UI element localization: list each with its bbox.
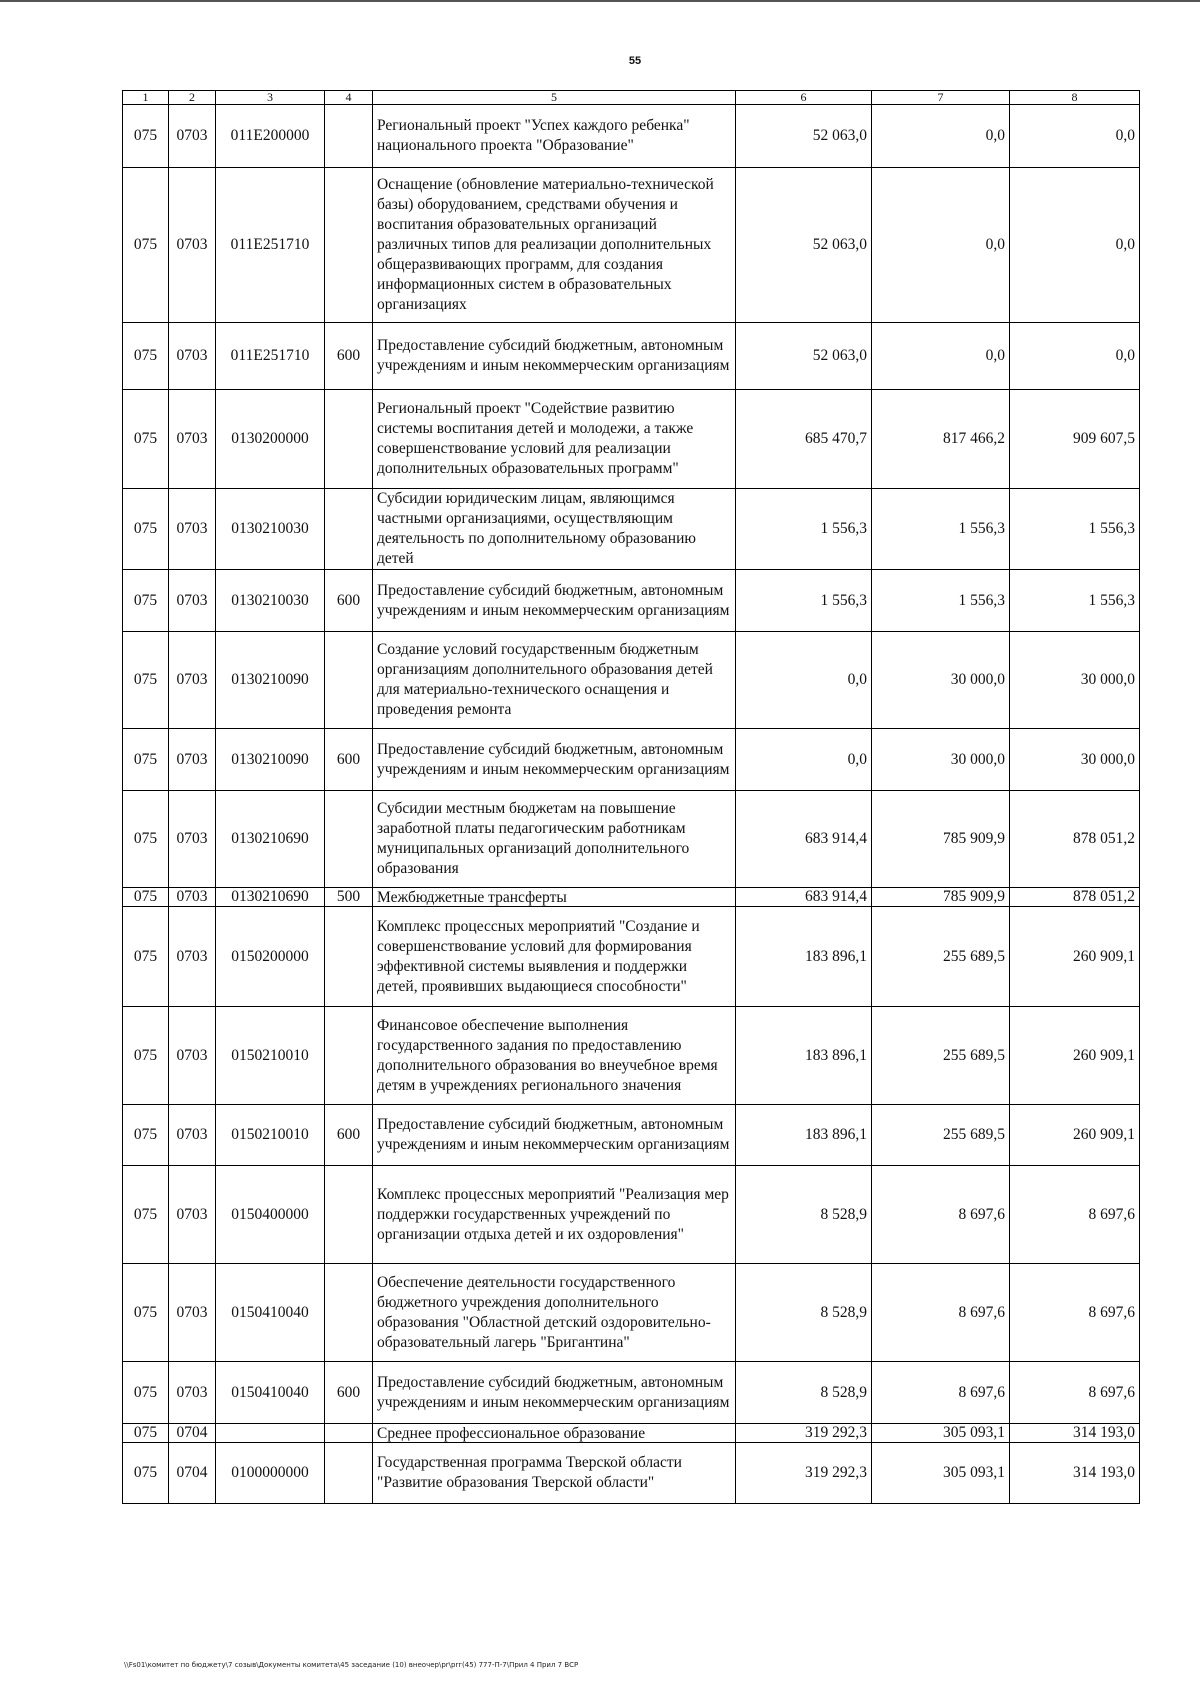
description-cell: Финансовое обеспечение выполнения государственного задания по предоставлению дополнительного образования во внеучебное время детям в учреждениях регионального значения xyxy=(373,1007,736,1105)
column-header: 5 xyxy=(373,91,736,105)
description-cell: Региональный проект "Успех каждого ребенка" национального проекта "Образование" xyxy=(373,105,736,168)
amount-2026-cell: 260 909,1 xyxy=(1010,907,1140,1007)
section-code-cell: 0703 xyxy=(169,907,216,1007)
admin-code-cell: 075 xyxy=(123,1362,169,1424)
amount-2024-cell: 683 914,4 xyxy=(736,791,872,888)
column-number-row xyxy=(123,91,1140,105)
amount-2025-cell: 30 000,0 xyxy=(872,729,1010,791)
amount-2024-cell: 319 292,3 xyxy=(736,1443,872,1504)
target-article-cell: 011E200000 xyxy=(216,105,325,168)
table-row xyxy=(123,888,1140,907)
admin-code-cell: 075 xyxy=(123,489,169,570)
target-article-cell: 0130210690 xyxy=(216,888,325,907)
expense-type-cell: 600 xyxy=(325,323,373,390)
expense-type-cell xyxy=(325,907,373,1007)
target-article-cell: 0130210090 xyxy=(216,729,325,791)
description-cell: Субсидии местным бюджетам на повышение заработной платы педагогическим работникам муниципальных организаций дополнительного образования xyxy=(373,791,736,888)
admin-code-cell: 075 xyxy=(123,570,169,632)
description-cell: Комплекс процессных мероприятий "Создание и совершенствование условий для формирования эффективной системы выявления и поддержки детей, проявивших выдающиеся способности" xyxy=(373,907,736,1007)
amount-2024-cell: 0,0 xyxy=(736,729,872,791)
expense-type-cell xyxy=(325,489,373,570)
amount-2026-cell: 30 000,0 xyxy=(1010,632,1140,729)
section-code-cell: 0703 xyxy=(169,489,216,570)
amount-2025-cell: 8 697,6 xyxy=(872,1362,1010,1424)
amount-2025-cell: 1 556,3 xyxy=(872,489,1010,570)
amount-2025-cell: 0,0 xyxy=(872,168,1010,323)
amount-2025-cell: 785 909,9 xyxy=(872,791,1010,888)
target-article-cell: 011E251710 xyxy=(216,168,325,323)
amount-2024-cell: 8 528,9 xyxy=(736,1166,872,1264)
amount-2025-cell: 255 689,5 xyxy=(872,907,1010,1007)
table-row xyxy=(123,729,1140,791)
amount-2024-cell: 1 556,3 xyxy=(736,570,872,632)
description-cell: Предоставление субсидий бюджетным, автономным учреждениям и иным некоммерческим организациям xyxy=(373,1362,736,1424)
table-row xyxy=(123,168,1140,323)
table-row xyxy=(123,791,1140,888)
table-row xyxy=(123,489,1140,570)
admin-code-cell: 075 xyxy=(123,1007,169,1105)
admin-code-cell: 075 xyxy=(123,105,169,168)
amount-2026-cell: 0,0 xyxy=(1010,168,1140,323)
description-cell: Среднее профессиональное образование xyxy=(373,1424,736,1443)
section-code-cell: 0703 xyxy=(169,1362,216,1424)
amount-2024-cell: 319 292,3 xyxy=(736,1424,872,1443)
expense-type-cell: 500 xyxy=(325,888,373,907)
section-code-cell: 0703 xyxy=(169,1166,216,1264)
amount-2024-cell: 1 556,3 xyxy=(736,489,872,570)
amount-2026-cell: 260 909,1 xyxy=(1010,1007,1140,1105)
section-code-cell: 0703 xyxy=(169,888,216,907)
table-row xyxy=(123,907,1140,1007)
table-row xyxy=(123,323,1140,390)
section-code-cell: 0703 xyxy=(169,632,216,729)
target-article-cell: 0150400000 xyxy=(216,1166,325,1264)
description-cell: Обеспечение деятельности государственного бюджетного учреждения дополнительного образования "Областной детский оздоровительно-образовательный лагерь "Бригантина" xyxy=(373,1264,736,1362)
admin-code-cell: 075 xyxy=(123,1424,169,1443)
target-article-cell: 0150200000 xyxy=(216,907,325,1007)
column-header: 2 xyxy=(169,91,216,105)
target-article-cell: 0150210010 xyxy=(216,1007,325,1105)
table-row xyxy=(123,570,1140,632)
amount-2025-cell: 8 697,6 xyxy=(872,1166,1010,1264)
section-code-cell: 0704 xyxy=(169,1424,216,1443)
description-cell: Межбюджетные трансферты xyxy=(373,888,736,907)
amount-2024-cell: 52 063,0 xyxy=(736,168,872,323)
admin-code-cell: 075 xyxy=(123,323,169,390)
section-code-cell: 0703 xyxy=(169,105,216,168)
expense-type-cell: 600 xyxy=(325,570,373,632)
table-row xyxy=(123,390,1140,489)
amount-2024-cell: 683 914,4 xyxy=(736,888,872,907)
table-row xyxy=(123,1166,1140,1264)
table-row xyxy=(123,105,1140,168)
expense-type-cell xyxy=(325,1424,373,1443)
expense-type-cell xyxy=(325,632,373,729)
amount-2024-cell: 183 896,1 xyxy=(736,907,872,1007)
amount-2025-cell: 305 093,1 xyxy=(872,1424,1010,1443)
expense-type-cell: 600 xyxy=(325,1105,373,1166)
amount-2024-cell: 8 528,9 xyxy=(736,1264,872,1362)
amount-2025-cell: 0,0 xyxy=(872,323,1010,390)
target-article-cell: 0100000000 xyxy=(216,1443,325,1504)
section-code-cell: 0703 xyxy=(169,570,216,632)
expense-type-cell xyxy=(325,791,373,888)
target-article-cell: 0130210030 xyxy=(216,489,325,570)
section-code-cell: 0703 xyxy=(169,323,216,390)
description-cell: Предоставление субсидий бюджетным, автономным учреждениям и иным некоммерческим организациям xyxy=(373,570,736,632)
admin-code-cell: 075 xyxy=(123,1105,169,1166)
amount-2026-cell: 878 051,2 xyxy=(1010,888,1140,907)
column-header: 8 xyxy=(1010,91,1140,105)
admin-code-cell: 075 xyxy=(123,729,169,791)
admin-code-cell: 075 xyxy=(123,1264,169,1362)
target-article-cell: 0130210030 xyxy=(216,570,325,632)
column-header: 3 xyxy=(216,91,325,105)
amount-2026-cell: 30 000,0 xyxy=(1010,729,1140,791)
amount-2025-cell: 255 689,5 xyxy=(872,1007,1010,1105)
target-article-cell: 0130200000 xyxy=(216,390,325,489)
expense-type-cell xyxy=(325,1166,373,1264)
target-article-cell: 0150410040 xyxy=(216,1362,325,1424)
expense-type-cell xyxy=(325,1007,373,1105)
column-header: 1 xyxy=(123,91,169,105)
amount-2026-cell: 260 909,1 xyxy=(1010,1105,1140,1166)
amount-2026-cell: 8 697,6 xyxy=(1010,1166,1140,1264)
expense-type-cell xyxy=(325,168,373,323)
amount-2025-cell: 1 556,3 xyxy=(872,570,1010,632)
table-row xyxy=(123,1362,1140,1424)
amount-2025-cell: 817 466,2 xyxy=(872,390,1010,489)
admin-code-cell: 075 xyxy=(123,168,169,323)
target-article-cell: 0150410040 xyxy=(216,1264,325,1362)
section-code-cell: 0703 xyxy=(169,1007,216,1105)
section-code-cell: 0703 xyxy=(169,791,216,888)
expense-type-cell xyxy=(325,390,373,489)
table-row xyxy=(123,1007,1140,1105)
amount-2025-cell: 785 909,9 xyxy=(872,888,1010,907)
table-row xyxy=(123,632,1140,729)
amount-2024-cell: 183 896,1 xyxy=(736,1007,872,1105)
admin-code-cell: 075 xyxy=(123,791,169,888)
target-article-cell: 011E251710 xyxy=(216,323,325,390)
scan-edge-line xyxy=(0,0,1200,2)
section-code-cell: 0703 xyxy=(169,168,216,323)
amount-2026-cell: 878 051,2 xyxy=(1010,791,1140,888)
expense-type-cell xyxy=(325,1443,373,1504)
amount-2024-cell: 52 063,0 xyxy=(736,323,872,390)
amount-2025-cell: 30 000,0 xyxy=(872,632,1010,729)
amount-2024-cell: 183 896,1 xyxy=(736,1105,872,1166)
amount-2026-cell: 8 697,6 xyxy=(1010,1362,1140,1424)
expense-type-cell: 600 xyxy=(325,729,373,791)
admin-code-cell: 075 xyxy=(123,632,169,729)
section-code-cell: 0703 xyxy=(169,1264,216,1362)
amount-2026-cell: 314 193,0 xyxy=(1010,1443,1140,1504)
admin-code-cell: 075 xyxy=(123,390,169,489)
description-cell: Оснащение (обновление материально-технической базы) оборудованием, средствами обучения и воспитания образовательных организаций различных типов для реализации дополнительных общеразвивающих программ, для создания информационных систем в образовательных организациях xyxy=(373,168,736,323)
amount-2024-cell: 685 470,7 xyxy=(736,390,872,489)
section-code-cell: 0703 xyxy=(169,390,216,489)
amount-2025-cell: 0,0 xyxy=(872,105,1010,168)
target-article-cell: 0150210010 xyxy=(216,1105,325,1166)
column-header: 7 xyxy=(872,91,1010,105)
description-cell: Предоставление субсидий бюджетным, автономным учреждениям и иным некоммерческим организациям xyxy=(373,323,736,390)
amount-2026-cell: 1 556,3 xyxy=(1010,570,1140,632)
amount-2026-cell: 314 193,0 xyxy=(1010,1424,1140,1443)
expense-type-cell: 600 xyxy=(325,1362,373,1424)
description-cell: Предоставление субсидий бюджетным, автономным учреждениям и иным некоммерческим организациям xyxy=(373,729,736,791)
budget-table xyxy=(122,90,1140,1504)
column-header: 4 xyxy=(325,91,373,105)
amount-2024-cell: 8 528,9 xyxy=(736,1362,872,1424)
description-cell: Комплекс процессных мероприятий "Реализация мер поддержки государственных учреждений по организации отдыха детей и их оздоровления" xyxy=(373,1166,736,1264)
section-code-cell: 0704 xyxy=(169,1443,216,1504)
file-path-footer: \\Fs01\комитет по бюджету\7 созыв\Документы комитета\45 заседание (10) внеочер\pr\prг(45) 777-П-7\Прил 4 Прил 7 ВСР xyxy=(124,1661,579,1669)
expense-type-cell xyxy=(325,1264,373,1362)
amount-2026-cell: 909 607,5 xyxy=(1010,390,1140,489)
amount-2025-cell: 305 093,1 xyxy=(872,1443,1010,1504)
amount-2024-cell: 0,0 xyxy=(736,632,872,729)
admin-code-cell: 075 xyxy=(123,888,169,907)
description-cell: Региональный проект "Содействие развитию системы воспитания детей и молодежи, а также совершенствование условий для реализации дополнительных образовательных программ" xyxy=(373,390,736,489)
amount-2026-cell: 0,0 xyxy=(1010,323,1140,390)
section-code-cell: 0703 xyxy=(169,1105,216,1166)
description-cell: Государственная программа Тверской области "Развитие образования Тверской области" xyxy=(373,1443,736,1504)
table-row xyxy=(123,1424,1140,1443)
admin-code-cell: 075 xyxy=(123,1443,169,1504)
amount-2026-cell: 0,0 xyxy=(1010,105,1140,168)
admin-code-cell: 075 xyxy=(123,907,169,1007)
expense-type-cell xyxy=(325,105,373,168)
admin-code-cell: 075 xyxy=(123,1166,169,1264)
table-row xyxy=(123,1105,1140,1166)
description-cell: Создание условий государственным бюджетным организациям дополнительного образования детей для материально-технического оснащения и проведения ремонта xyxy=(373,632,736,729)
target-article-cell: 0130210090 xyxy=(216,632,325,729)
description-cell: Субсидии юридическим лицам, являющимся частными организациями, осуществляющим деятельность по дополнительному образованию детей xyxy=(373,489,736,570)
amount-2025-cell: 255 689,5 xyxy=(872,1105,1010,1166)
amount-2024-cell: 52 063,0 xyxy=(736,105,872,168)
table-row xyxy=(123,1443,1140,1504)
target-article-cell xyxy=(216,1424,325,1443)
amount-2025-cell: 8 697,6 xyxy=(872,1264,1010,1362)
description-cell: Предоставление субсидий бюджетным, автономным учреждениям и иным некоммерческим организациям xyxy=(373,1105,736,1166)
amount-2026-cell: 8 697,6 xyxy=(1010,1264,1140,1362)
column-header: 6 xyxy=(736,91,872,105)
target-article-cell: 0130210690 xyxy=(216,791,325,888)
amount-2026-cell: 1 556,3 xyxy=(1010,489,1140,570)
table-row xyxy=(123,1264,1140,1362)
section-code-cell: 0703 xyxy=(169,729,216,791)
page-number: 55 xyxy=(628,55,642,67)
